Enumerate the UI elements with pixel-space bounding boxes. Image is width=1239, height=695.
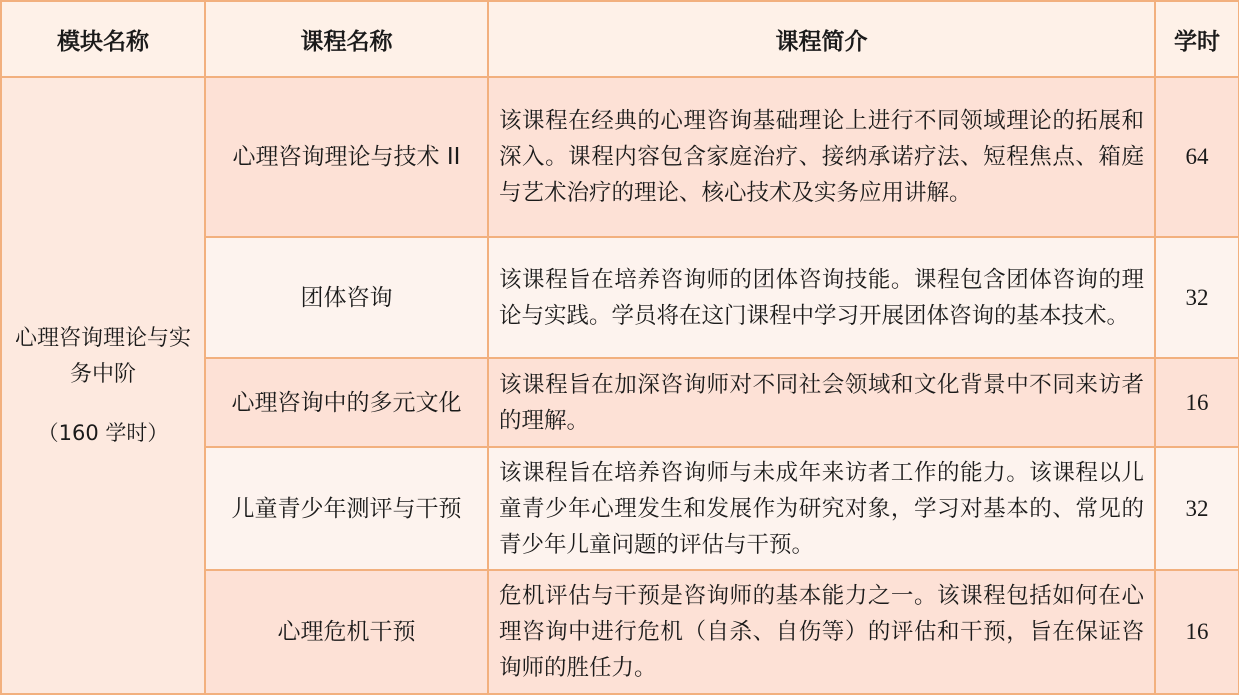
course-hours: 32 xyxy=(1155,237,1239,358)
course-intro: 该课程旨在培养咨询师与未成年来访者工作的能力。该课程以儿童青少年心理发生和发展作为研究对象，学习对基本的、常见的青少年儿童问题的评估与干预。 xyxy=(488,447,1155,570)
course-name: 心理咨询理论与技术 II xyxy=(205,77,488,237)
module-hours-note: （160 学时） xyxy=(37,420,169,445)
course-intro: 该课程旨在加深咨询师对不同社会领域和文化背景中不同来访者的理解。 xyxy=(488,358,1155,447)
module-name: 心理咨询理论与实务中阶 xyxy=(14,325,191,387)
course-intro: 该课程旨在培养咨询师的团体咨询技能。课程包含团体咨询的理论与实践。学员将在这门课程中学习开展团体咨询的基本技术。 xyxy=(488,237,1155,358)
course-name: 心理危机干预 xyxy=(205,570,488,694)
course-hours: 64 xyxy=(1155,77,1239,237)
header-module: 模块名称 xyxy=(1,1,205,77)
header-intro: 课程简介 xyxy=(488,1,1155,77)
course-intro: 危机评估与干预是咨询师的基本能力之一。该课程包括如何在心理咨询中进行危机（自杀、自伤等）的评估和干预，旨在保证咨询师的胜任力。 xyxy=(488,570,1155,694)
course-hours: 16 xyxy=(1155,358,1239,447)
header-hours: 学时 xyxy=(1155,1,1239,77)
header-row xyxy=(1,1,1239,77)
course-name: 团体咨询 xyxy=(205,237,488,358)
table-row xyxy=(1,77,1239,237)
header-course: 课程名称 xyxy=(205,1,488,77)
module-cell xyxy=(1,77,205,694)
course-hours: 32 xyxy=(1155,447,1239,570)
course-intro: 该课程在经典的心理咨询基础理论上进行不同领域理论的拓展和深入。课程内容包含家庭治疗、接纳承诺疗法、短程焦点、箱庭与艺术治疗的理论、核心技术及实务应用讲解。 xyxy=(488,77,1155,237)
course-name: 心理咨询中的多元文化 xyxy=(205,358,488,447)
course-name: 儿童青少年测评与干预 xyxy=(205,447,488,570)
course-hours: 16 xyxy=(1155,570,1239,694)
